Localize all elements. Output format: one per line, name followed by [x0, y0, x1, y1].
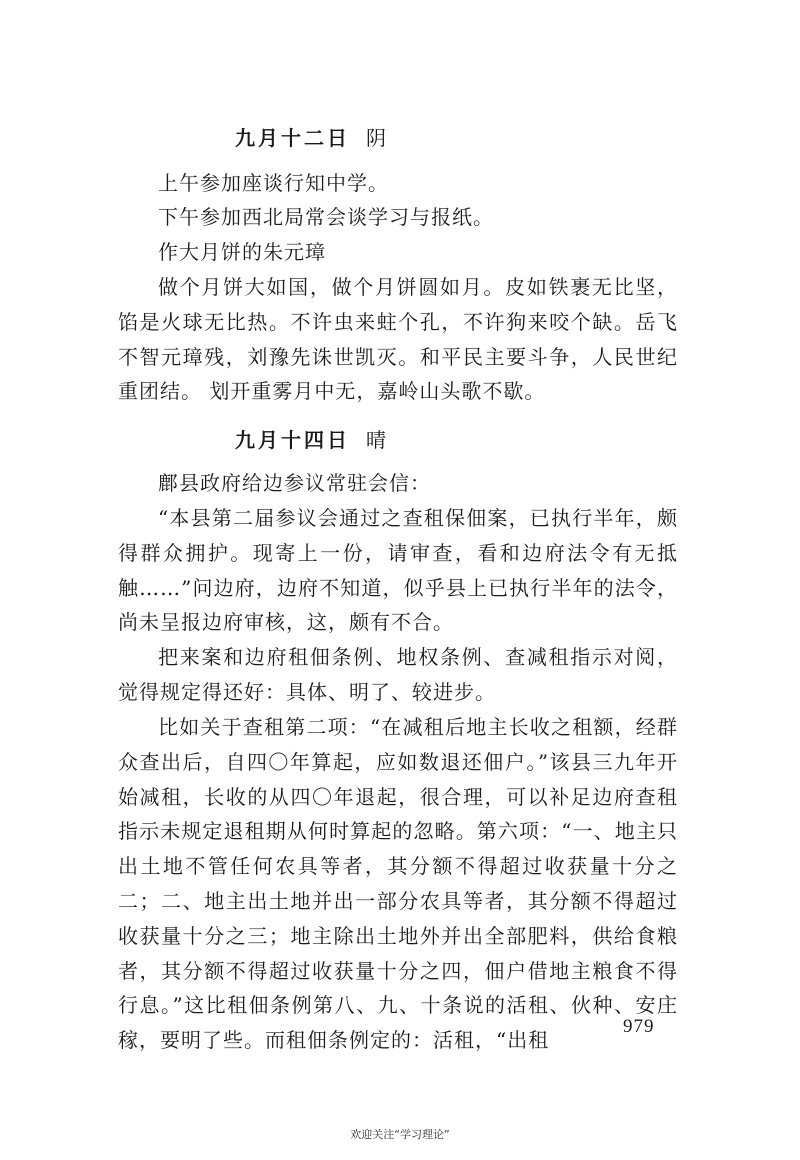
paragraph: 比如关于查租第二项：“在减租后地主长收之租额，经群众查出后，自四〇年算起，应如数退还佃户。”该县三九年开始减租，长收的从四〇年退起，很合理，可以补足边府查租指示未规定退租期从何时算起的忽略。第六项：“一、地主只出土地不管任何农具等者，其分额不得超过收获量十分之二；二、地主出土地并出一部分农具等者，其分额不得超过收获量十分之三；地主除出土地外并出全部肥料，供给食粮者，其分额不得超过收获量十分之四，佃户借地主粮食不得行息。”这比租佃条例第八、九、十条说的活租、伙种、安庄稼，要明了些。而租佃条例定的：活租，“出租 — [118, 715, 678, 1053]
paragraph: 下午参加西北局常会谈学习与报纸。 — [158, 205, 494, 229]
paragraph: “本县第二届参议会通过之查租保佃案，已执行半年，颇得群众拥护。现寄上一份，请审查，看和边府法令有无抵触……”问边府，边府不知道，似乎县上已执行半年的法令，尚未呈报边府审核，这，颇有不合。 — [118, 506, 678, 635]
paragraph: 上午参加座谈行知中学。 — [158, 171, 389, 195]
paragraph: 鄜县政府给边参议常驻会信： — [158, 471, 431, 495]
entry-weather: 阴 — [366, 126, 389, 150]
paragraph: 把来案和边府租佃条例、地权条例、查减租指示对阅，觉得规定得还好：具体、明了、较进步。 — [118, 645, 678, 704]
poem-title: 作大月饼的朱元璋 — [158, 240, 326, 264]
entry-date-heading — [235, 122, 389, 151]
entry-date: 九月十四日 — [235, 428, 350, 452]
entry-date: 九月十二日 — [235, 126, 350, 150]
entry-weather: 晴 — [366, 428, 389, 452]
page-number: 979 — [623, 1016, 655, 1037]
entry-date-heading — [235, 424, 389, 453]
footer-watermark-text: 欢迎关注“学习理论” — [350, 1128, 450, 1141]
poem-body: 做个月饼大如国，做个月饼圆如月。皮如铁裹无比坚，馅是火球无比热。不许虫来蛀个孔，不许狗来咬个缺。岳飞不智元璋残，刘豫先诛世凯灭。和平民主要斗争，人民世纪重团结。 划开重雾月中无，嘉岭山头歌不歇。 — [118, 275, 678, 404]
